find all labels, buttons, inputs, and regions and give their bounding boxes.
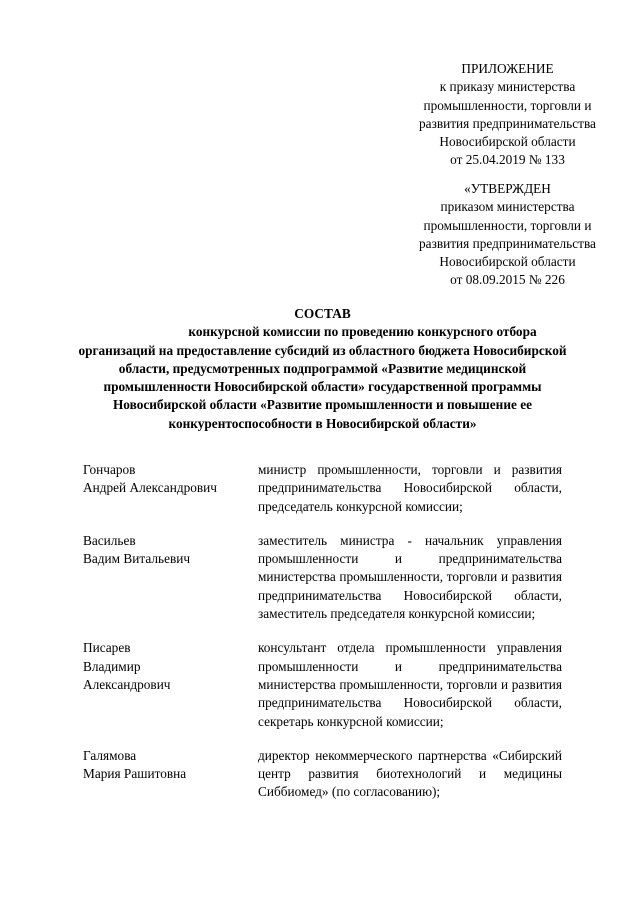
member-name-line: Мария Рашитовна xyxy=(83,766,187,782)
member-name-line: Андрей Александрович xyxy=(83,480,217,496)
member-name xyxy=(83,461,258,516)
member-row xyxy=(83,461,563,516)
approved-line: приказом министерства xyxy=(440,199,575,215)
commission-members-list xyxy=(83,461,563,818)
member-name-line: Вадим Витальевич xyxy=(83,551,191,567)
member-name xyxy=(83,532,258,623)
appendix-block xyxy=(390,60,625,170)
member-role: консультант отдела промышленности управления промышленности и предпринимательства министерства промышленности, торговли и развития предпринимательства Новосибирской области, секретарь конкурсной комиссии; xyxy=(258,640,562,729)
approved-line: «УТВЕРЖДЕН xyxy=(464,181,551,196)
appendix-line: к приказу министерства xyxy=(439,79,576,95)
approved-block xyxy=(390,180,625,290)
member-row xyxy=(83,532,563,623)
appendix-line: развития предпринимательства xyxy=(419,115,596,131)
member-name-line: Владимир xyxy=(83,658,141,674)
approved-line: развития предпринимательства xyxy=(419,235,596,251)
member-role: заместитель министра - начальник управления промышленности и предпринимательства министерства промышленности, торговли и развития предпринимательства Новосибирской области, заместитель председателя конкурсной комиссии; xyxy=(258,532,562,622)
member-role: министр промышленности, торговли и развития предпринимательства Новосибирской области, председатель конкурсной комиссии; xyxy=(258,462,562,514)
member-name-line: Галямова xyxy=(83,747,137,763)
appendix-line: ПРИЛОЖЕНИЕ xyxy=(461,61,554,76)
member-name-line: Писарев xyxy=(83,640,131,656)
title-subtitle: конкурсной комиссии по проведению конкурсного отбора организаций на предоставление субсидий из областного бюджета Новосибирской области, предусмотренных подпрограммой «Развитие медицинской промышленности Новосибирской области» государственной программы Новосибирской области «Развитие промышленности и повышение ее конкурентоспособности в Новосибирской области» xyxy=(78,324,567,431)
member-name xyxy=(83,639,258,730)
title-heading: СОСТАВ xyxy=(294,306,351,321)
member-name-line: Александрович xyxy=(83,676,171,692)
document-title xyxy=(70,305,575,433)
approved-line: Новосибирской области xyxy=(439,254,576,270)
approved-line: промышленности, торговли и xyxy=(423,217,592,233)
member-name xyxy=(83,747,258,802)
member-row xyxy=(83,747,563,802)
member-name-line: Гончаров xyxy=(83,462,136,477)
approved-line: от 08.09.2015 № 226 xyxy=(450,272,565,288)
member-row xyxy=(83,639,563,730)
member-role: директор некоммерческого партнерства «Сибирский центр развития биотехнологий и медицины Сиббиомед» (по согласованию); xyxy=(258,747,562,800)
member-name-line: Васильев xyxy=(83,532,136,548)
appendix-line: промышленности, торговли и xyxy=(423,97,592,113)
appendix-line: от 25.04.2019 № 133 xyxy=(450,152,565,168)
appendix-line: Новосибирской области xyxy=(439,134,576,150)
